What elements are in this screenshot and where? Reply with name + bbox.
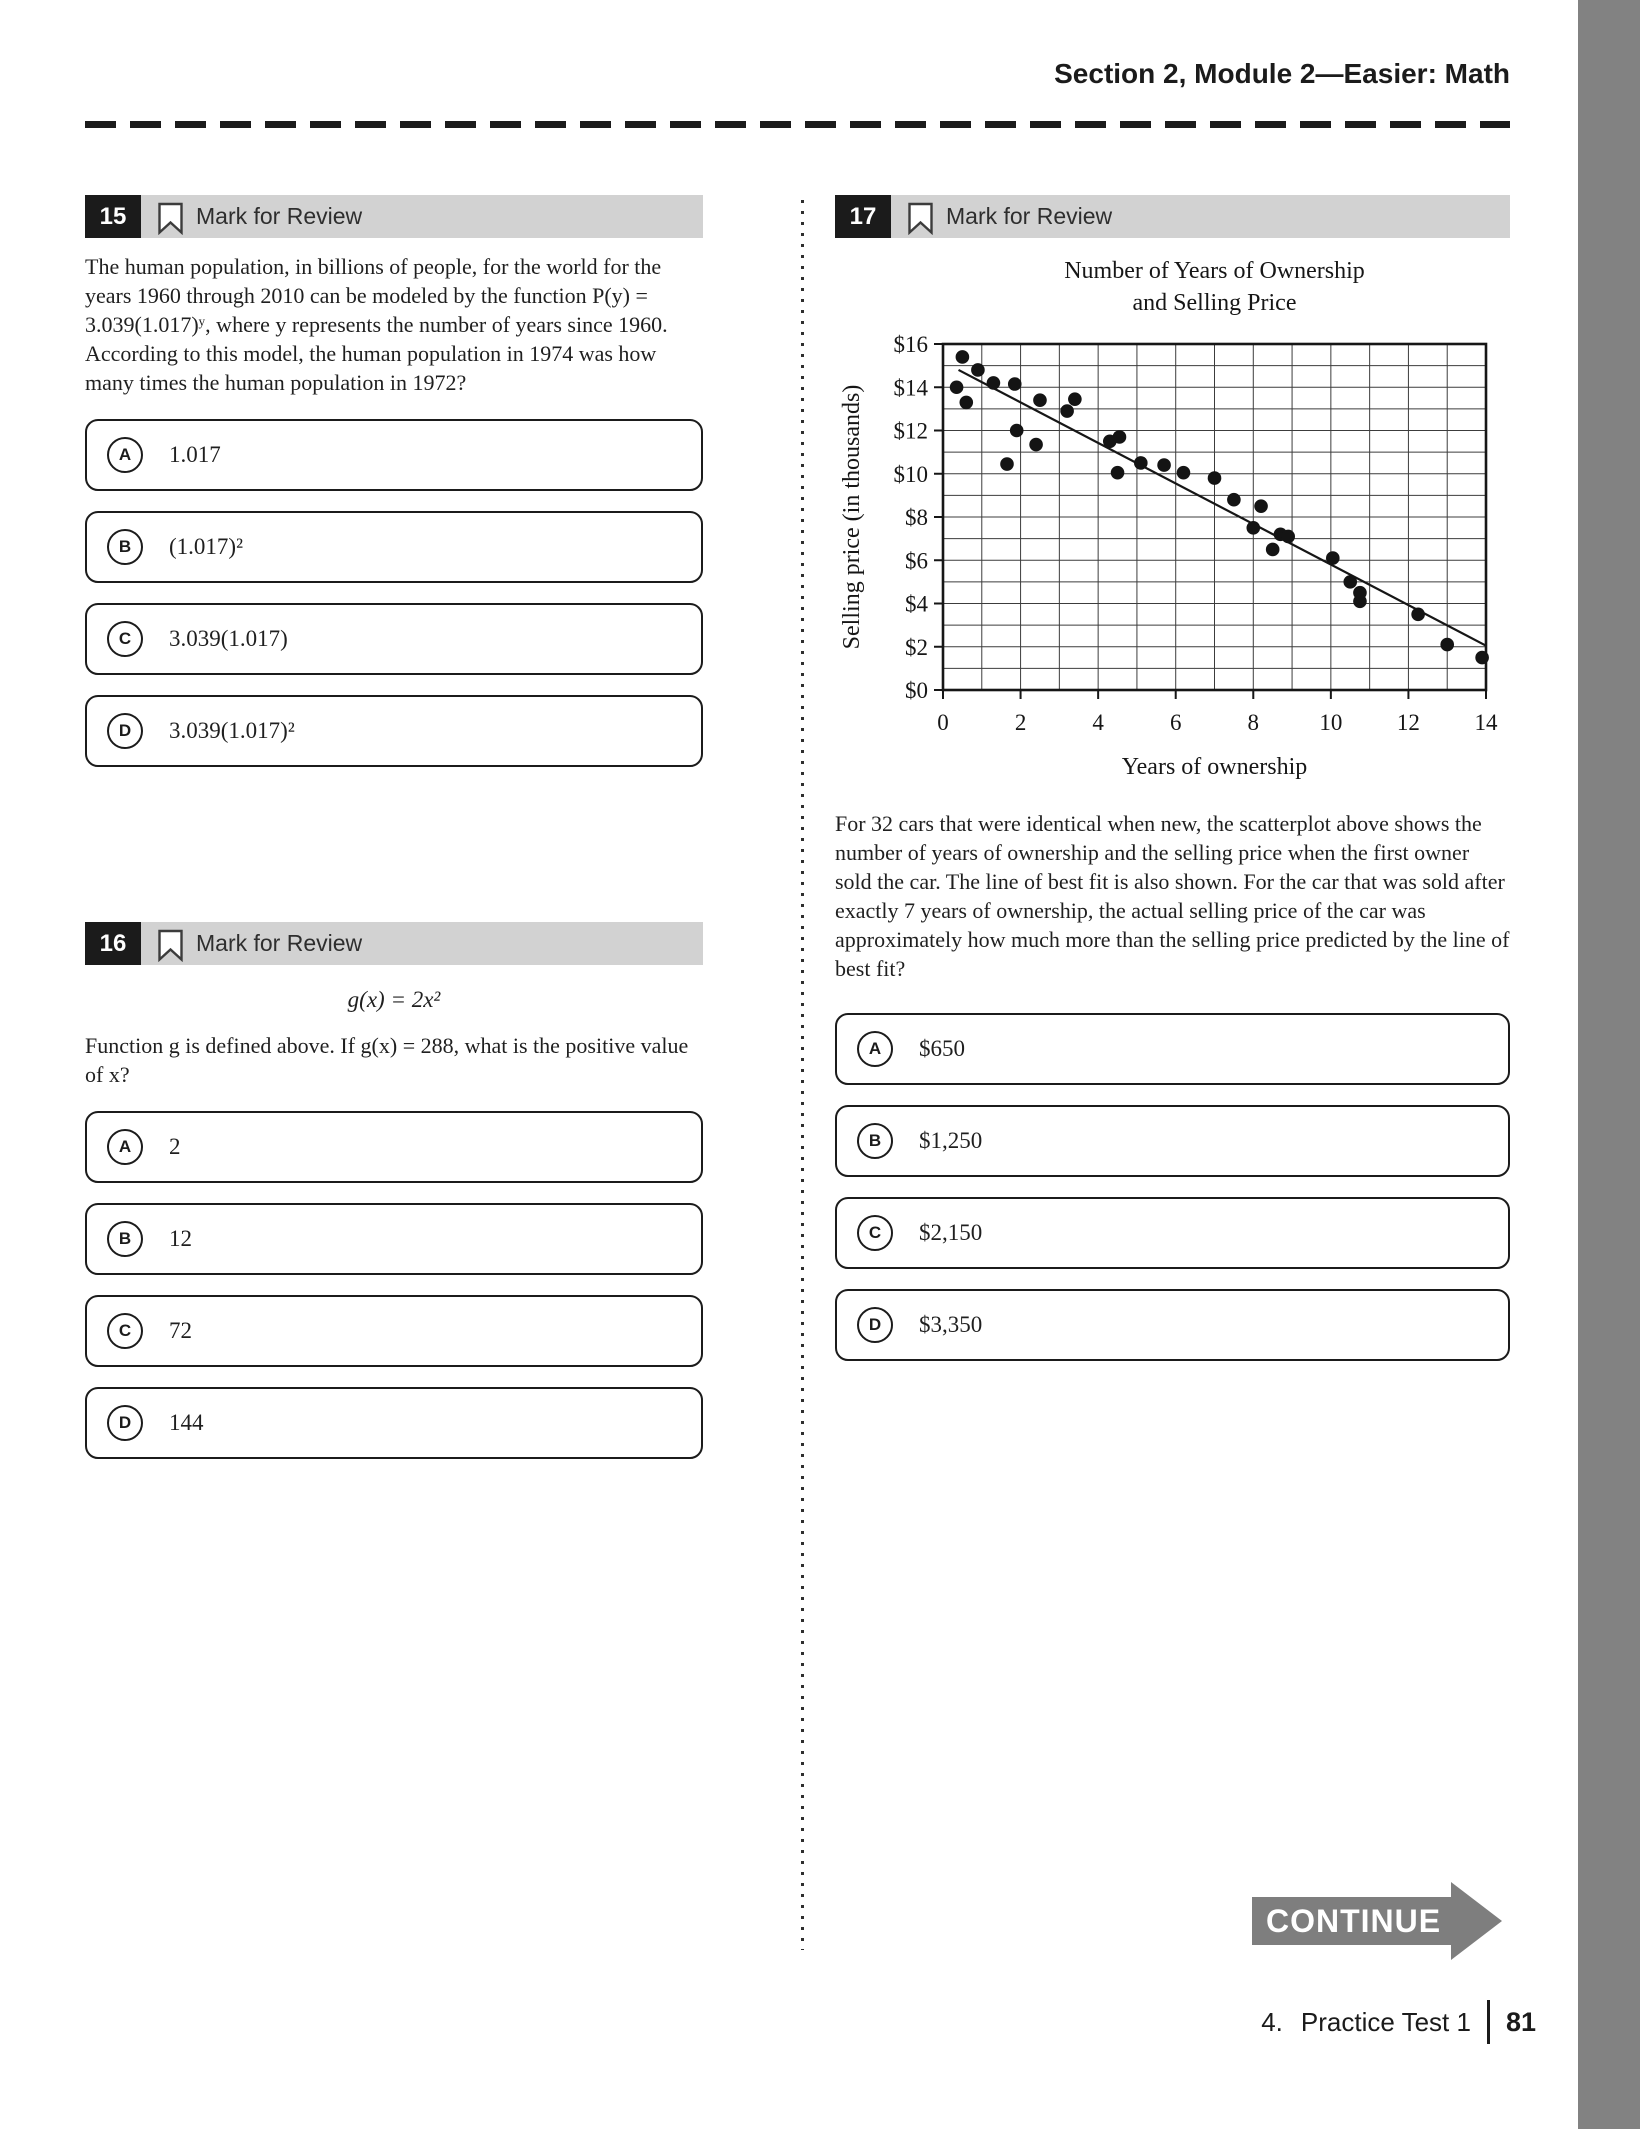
answer-option-b[interactable] [85,1203,703,1275]
answer-option-d[interactable] [835,1289,1510,1361]
svg-text:$14: $14 [893,375,928,401]
svg-text:$8: $8 [905,505,928,530]
answer-options [835,1013,1510,1361]
bookmark-icon [157,929,184,962]
mark-for-review-button[interactable] [141,195,703,238]
option-letter: C [107,621,143,657]
footer-chapter: 4. [1261,2006,1283,2037]
svg-text:and Selling Price: and Selling Price [1132,290,1297,316]
page-footer [1261,2000,1536,2044]
option-text: 3.039(1.017) [169,626,288,651]
section-header: Section 2, Module 2—Easier: Math [1054,58,1510,89]
svg-text:6: 6 [1169,710,1182,735]
question-text: Function g is defined above. If g(x) = 288, what is the positive value of x? [85,1033,689,1087]
option-text: $1,250 [919,1128,983,1153]
svg-text:Years of ownership: Years of ownership [1121,754,1308,780]
answer-option-c[interactable] [85,603,703,675]
svg-text:8: 8 [1247,710,1260,735]
option-letter: A [107,437,143,473]
svg-text:0: 0 [937,710,949,735]
option-text: $650 [919,1036,965,1061]
option-letter: D [857,1307,893,1343]
answer-option-a[interactable] [835,1013,1510,1085]
question-16 [85,922,703,1459]
option-text: 144 [169,1410,204,1435]
mark-for-review-button[interactable] [891,195,1510,238]
option-letter: A [107,1129,143,1165]
question-15-header [85,195,703,238]
answer-option-c[interactable] [85,1295,703,1367]
option-letter: D [107,713,143,749]
option-text: 72 [169,1318,192,1343]
svg-text:Selling price (in thousands): Selling price (in thousands) [839,384,865,650]
svg-text:$16: $16 [893,332,928,357]
svg-text:$10: $10 [893,461,928,487]
svg-text:Number of Years of Ownership: Number of Years of Ownership [1064,258,1365,284]
question-number-badge: 15 [85,195,141,238]
answer-option-d[interactable] [85,695,703,767]
option-text: 1.017 [169,442,221,467]
equation: g(x) = 2x² [347,987,441,1012]
option-text: 12 [169,1226,192,1251]
answer-option-c[interactable] [835,1197,1510,1269]
option-text: $2,150 [919,1220,983,1245]
question-17-header [835,195,1510,238]
option-text: (1.017)² [169,534,243,559]
column-divider [801,200,804,1950]
svg-text:10: 10 [1319,710,1343,735]
svg-text:$0: $0 [905,678,928,703]
header-dashed-rule [85,121,1510,128]
svg-text:$4: $4 [905,591,928,617]
option-text: 3.039(1.017)² [169,718,295,743]
question-number-badge: 16 [85,922,141,965]
option-letter: B [107,529,143,565]
question-16-header [85,922,703,965]
question-15 [85,195,703,767]
svg-text:4: 4 [1092,710,1104,735]
answer-option-d[interactable] [85,1387,703,1459]
svg-text:14: 14 [1474,710,1498,735]
left-column [85,195,703,1459]
option-letter: D [107,1405,143,1441]
svg-text:2: 2 [1014,710,1027,735]
continue-label: CONTINUE [1266,1903,1442,1939]
answer-option-b[interactable] [835,1105,1510,1177]
page-edge-bar [1578,0,1640,2129]
right-column [835,195,1510,1361]
svg-text:$2: $2 [905,634,928,660]
bookmark-icon [907,202,934,235]
mark-for-review-button[interactable] [141,922,703,965]
option-text: $3,350 [919,1312,983,1337]
answer-options [85,1111,703,1459]
question-text: The human population, in billions of people, for the world for the years 1960 through 2010 can be modeled by the function P(y) = 3.039(1.017)ʸ, where y represents the number of years since 1960. According to this model, the human population in 1974 was how many times the human population in 1972? [85,254,668,395]
option-letter: B [857,1123,893,1159]
continue-button[interactable] [1252,1882,1502,1960]
svg-text:12: 12 [1396,710,1420,735]
svg-text:$6: $6 [905,548,928,574]
bookmark-icon [157,202,184,235]
question-text: For 32 cars that were identical when new, the scatterplot above shows the number of years of ownership and the selling price when the first owner sold the car. The line of best fit is also shown. For the car that was sold after exactly 7 years of ownership, the actual selling price of the car was approximately how much more than the selling price predicted by the line of best fit? [835,811,1510,981]
mark-for-review-label: Mark for Review [946,203,1113,229]
answer-options [85,419,703,767]
answer-option-a[interactable] [85,419,703,491]
mark-for-review-label: Mark for Review [196,930,363,956]
question-17 [835,195,1510,1361]
footer-book-title: Practice Test 1 [1300,2006,1471,2037]
question-number-badge: 17 [835,195,891,238]
mark-for-review-label: Mark for Review [196,203,363,229]
option-letter: A [857,1031,893,1067]
footer-page-number: 81 [1505,2006,1536,2037]
option-letter: C [857,1215,893,1251]
svg-text:$12: $12 [893,418,928,444]
option-letter: C [107,1313,143,1349]
ownership-price-scatterplot [835,248,1510,793]
option-letter: B [107,1221,143,1257]
answer-option-a[interactable] [85,1111,703,1183]
answer-option-b[interactable] [85,511,703,583]
footer-separator [1487,2000,1490,2044]
option-text: 2 [169,1134,181,1159]
